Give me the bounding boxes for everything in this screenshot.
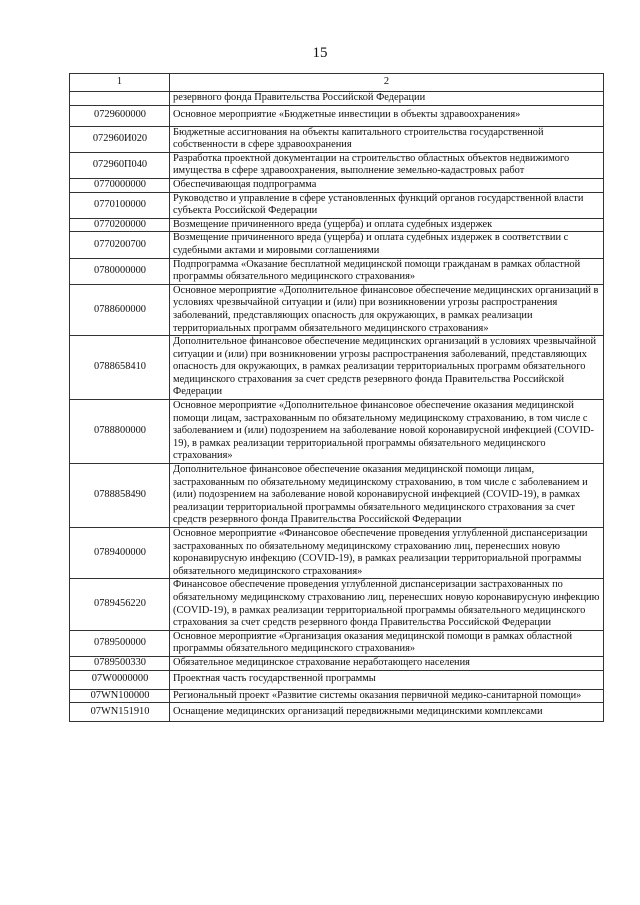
description-cell: Обеспечивающая подпрограмма [170,178,604,192]
table-row [70,178,604,192]
code-cell: 0780000000 [70,258,170,284]
column-header-description: 2 [170,74,604,92]
table-row [70,105,604,126]
table-row [70,284,604,335]
table-row [70,703,604,722]
code-cell: 0770200700 [70,232,170,258]
table-row [70,630,604,656]
description-cell: Разработка проектной документации на строительство областных объектов недвижимого имущества в сфере здравоохранения, выполнение земельно-кадастровых работ [170,152,604,178]
description-cell: Основное мероприятие «Дополнительное финансовое обеспечение оказания медицинской помощи лицам, застрахованным по обязательному медицинскому страхованию, в том числе с заболеванием и (или) подозрением на заболевание новой коронавирусной инфекцией (COVID-19), в рамках реализации территориальной программы обязательного медицинского страхования» [170,400,604,464]
table-row [70,336,604,400]
code-cell: 0770000000 [70,178,170,192]
column-header-code: 1 [70,74,170,92]
table-row [70,689,604,703]
description-cell: Обязательное медицинское страхование неработающего населения [170,656,604,670]
table-row [70,579,604,630]
table-row [70,152,604,178]
code-cell: 0788600000 [70,284,170,335]
description-cell: Финансовое обеспечение проведения углубленной диспансеризации застрахованных по обязательному медицинскому страхованию лиц, перенесших новую коронавирусную инфекцию (COVID-19), в рамках реализации территориальной программы обязательного медицинского страхования за счет средств резервного фонда Правительства Российской Федерации [170,579,604,630]
code-cell: 0729600000 [70,105,170,126]
table-row [70,464,604,528]
continuation-row [70,92,604,106]
table-row [70,656,604,670]
description-cell: Возмещение причиненного вреда (ущерба) и оплата судебных издержек в соответствии с судебными актами и мировыми соглашениями [170,232,604,258]
description-cell: Основное мероприятие «Дополнительное финансовое обеспечение медицинских организаций в условиях чрезвычайной ситуации и (или) при возникновении угрозы распространения заболеваний, представляющих опасность для окружающих, в рамках реализации территориальных программ обязательного медицинского страхования» [170,284,604,335]
code-cell: 0788658410 [70,336,170,400]
description-cell: Возмещение причиненного вреда (ущерба) и оплата судебных издержек [170,218,604,232]
code-cell: 0789500330 [70,656,170,670]
code-cell: 072960И020 [70,126,170,152]
description-cell: Бюджетные ассигнования на объекты капитального строительства государственной собственности в сфере здравоохранения [170,126,604,152]
description-cell: Основное мероприятие «Бюджетные инвестиции в объекты здравоохранения» [170,105,604,126]
budget-classification-table [69,73,604,722]
code-cell [70,92,170,106]
code-cell: 07W0000000 [70,670,170,689]
description-cell: Основное мероприятие «Финансовое обеспечение проведения углубленной диспансеризации застрахованных по обязательному медицинскому страхованию лиц, перенесших новую коронавирусную инфекцию (COVID-19), в рамках реализации территориальной программы обязательного медицинского страхования» [170,528,604,579]
code-cell: 0770100000 [70,192,170,218]
table-row [70,192,604,218]
code-cell: 072960П040 [70,152,170,178]
description-cell: Региональный проект «Развитие системы оказания первичной медико-санитарной помощи» [170,689,604,703]
description-cell: Проектная часть государственной программы [170,670,604,689]
code-cell: 07WN100000 [70,689,170,703]
table-row [70,218,604,232]
table-row [70,670,604,689]
description-cell: Дополнительное финансовое обеспечение медицинских организаций в условиях чрезвычайной ситуации и (или) при возникновении угрозы распространения заболеваний, представляющих опасность для окружающих, в рамках реализации территориальных программ обязательного медицинского страхования за счет средств резервного фонда Правительства Российской Федерации [170,336,604,400]
code-cell: 07WN151910 [70,703,170,722]
table-row [70,258,604,284]
description-cell: Подпрограмма «Оказание бесплатной медицинской помощи гражданам в рамках областной программы обязательного медицинского страхования» [170,258,604,284]
description-cell: Дополнительное финансовое обеспечение оказания медицинской помощи лицам, застрахованным по обязательному медицинскому страхованию, в том числе с заболеванием и (или) подозрением на заболевание новой коронавирусной инфекцией (COVID-19), в рамках реализации территориальной программы обязательного медицинского страхования за счет средств резервного фонда Правительства Российской Федерации [170,464,604,528]
table-row [70,232,604,258]
description-cell: Руководство и управление в сфере установленных функций органов государственной власти субъекта Российской Федерации [170,192,604,218]
table-row [70,400,604,464]
description-cell: Основное мероприятие «Организация оказания медицинской помощи в рамках областной программы обязательного медицинского страхования» [170,630,604,656]
description-cell: Оснащение медицинских организаций передвижными медицинскими комплексами [170,703,604,722]
description-cell: резервного фонда Правительства Российской Федерации [170,92,604,106]
table-row [70,126,604,152]
code-cell: 0770200000 [70,218,170,232]
code-cell: 0789456220 [70,579,170,630]
header-row [70,74,604,92]
code-cell: 0789400000 [70,528,170,579]
code-cell: 0788800000 [70,400,170,464]
table-row [70,528,604,579]
code-cell: 0788858490 [70,464,170,528]
code-cell: 0789500000 [70,630,170,656]
page-number: 15 [312,45,328,61]
